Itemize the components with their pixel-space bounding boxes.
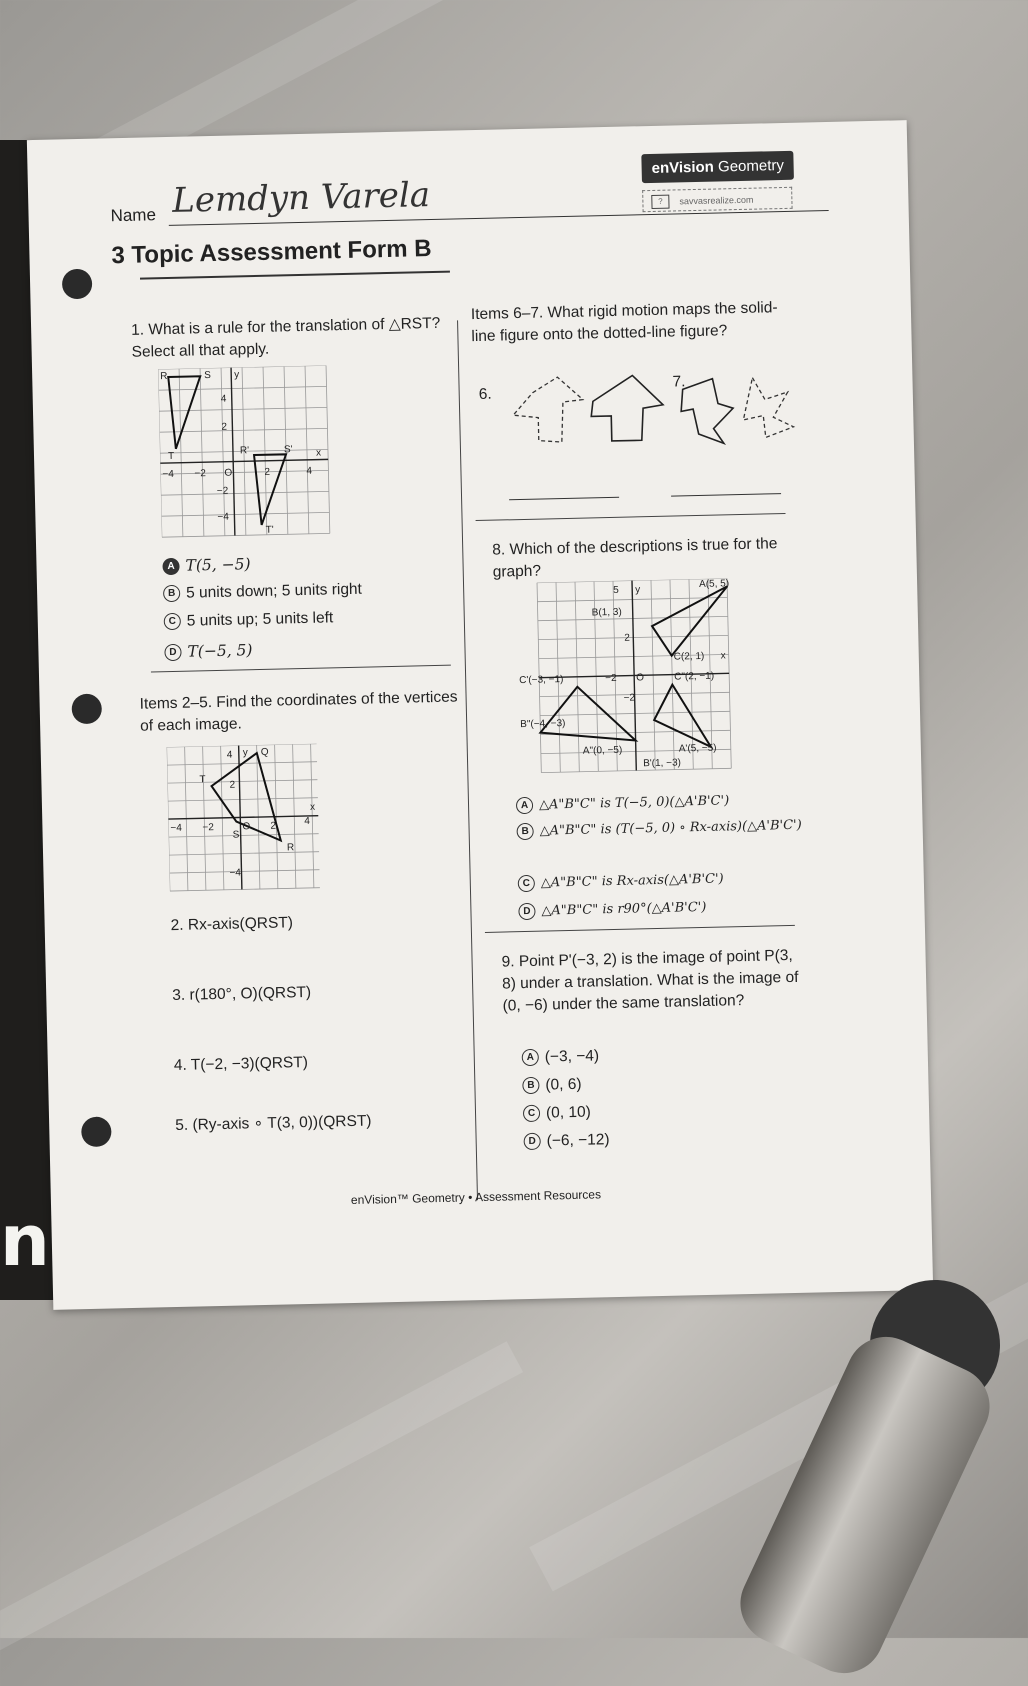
q9-option-a[interactable]	[522, 1047, 600, 1067]
option-text: (−6, −12)	[546, 1131, 610, 1150]
option-text: 5 units down; 5 units right	[185, 580, 363, 602]
brand-name: enVision	[651, 158, 715, 177]
option-letter: C	[164, 613, 181, 630]
graph-label: 4	[220, 393, 227, 405]
item-6-solid-figure	[590, 375, 663, 442]
graph-label: C(2, 1)	[673, 650, 705, 663]
option-text: (0, 6)	[545, 1075, 582, 1094]
graph-label: −4	[170, 822, 183, 835]
graph-label: C"(2, −1)	[674, 670, 715, 683]
question-2: 2. Rx-axis(QRST)	[170, 914, 294, 935]
binder-hole	[81, 1116, 112, 1147]
q1-option-c[interactable]	[164, 609, 334, 631]
section-rule	[151, 665, 451, 673]
question-3: 3. r(180°, O)(QRST)	[172, 983, 312, 1005]
graph-label: 5	[613, 584, 619, 596]
option-text: (0, 10)	[545, 1103, 592, 1122]
graph-label: O	[636, 672, 645, 684]
item-6-dotted-figure	[512, 377, 583, 444]
question-8-prompt: 8. Which of the descriptions is true for the graph?	[492, 535, 778, 581]
binder-hole	[62, 269, 93, 300]
option-text: T(−5, 5)	[187, 641, 253, 661]
brand-badge	[641, 151, 794, 183]
question-4: 4. T(−2, −3)(QRST)	[173, 1053, 309, 1075]
option-text: (−3, −4)	[544, 1047, 600, 1066]
graph-label: S	[204, 370, 212, 382]
graph-label: 2	[264, 466, 271, 478]
title-underline	[140, 271, 450, 280]
q9-option-c[interactable]	[523, 1104, 591, 1124]
graph-label: S'	[283, 444, 293, 456]
graph-label: y	[242, 747, 248, 759]
graph-label: C'(−3, −1)	[519, 674, 564, 687]
triangle-rst	[168, 376, 202, 449]
items-6-7-prompt: Items 6–7. What rigid motion maps the solid-line figure onto the dotted-line figure?	[470, 299, 778, 346]
worksheet-page	[27, 120, 933, 1310]
book-letter: n	[0, 1200, 50, 1282]
q1-graph	[158, 365, 332, 539]
graph-label: y	[234, 369, 240, 381]
option-text: △A"B"C" is r90°(△A'B'C')	[541, 899, 707, 919]
graph-label: R	[160, 371, 168, 383]
x-axis	[168, 816, 318, 819]
q9-option-b[interactable]	[522, 1076, 582, 1095]
section-rule	[476, 513, 786, 521]
binder-hole	[71, 694, 102, 725]
name-value: Lemdyn Varela	[171, 175, 431, 221]
question-5: 5. (Ry-axis ∘ T(3, 0))(QRST)	[175, 1112, 372, 1135]
graph-label: O	[242, 821, 251, 833]
graph-label: T	[199, 774, 206, 786]
item-7-answer-line[interactable]	[671, 493, 781, 496]
items-2-5-graph	[167, 743, 330, 895]
graph-label: B(1, 3)	[591, 606, 622, 619]
item-7-number: 7.	[672, 373, 686, 391]
graph-label: 2	[229, 779, 236, 791]
graph-label: S	[232, 829, 240, 841]
question-9-prompt: 9. Point P'(−3, 2) is the image of point P(3, 8) under a translation. What is the image of (0, −6) under the same translation?	[501, 946, 799, 1015]
option-letter: C	[523, 1105, 540, 1122]
graph-label: −2	[216, 485, 229, 497]
option-letter: D	[164, 644, 181, 661]
table-streak	[0, 1341, 523, 1654]
page-footer: enVision™ Geometry • Assessment Resources	[350, 1187, 602, 1208]
column-divider	[457, 320, 478, 1200]
screen-icon: ?	[651, 195, 669, 209]
graph-label: x	[315, 447, 322, 459]
option-text: △A"B"C" is T(−5, 0)(△A'B'C')	[538, 793, 730, 813]
graph-label: A'(5, −5)	[678, 742, 717, 755]
q8-option-d[interactable]	[518, 899, 706, 920]
q9-option-d[interactable]	[523, 1131, 609, 1151]
option-letter: A	[516, 797, 533, 814]
item-7-dotted-figure	[742, 377, 793, 438]
q8-option-b[interactable]	[516, 817, 801, 841]
items-2-5-prompt: Items 2–5. Find the coordinates of the vertices of each image.	[139, 688, 458, 735]
q1-option-b[interactable]	[163, 581, 362, 604]
item-7-solid-figure	[680, 378, 733, 444]
graph-label: T	[167, 450, 175, 463]
name-label: Name	[110, 205, 157, 226]
graph-label: x	[309, 801, 316, 813]
graph-label: B'(1, −3)	[643, 757, 682, 770]
option-letter: A	[522, 1049, 539, 1066]
option-letter: B	[163, 585, 180, 602]
question-1-prompt: 1. What is a rule for the translation of △RST? Select all that apply.	[130, 314, 441, 361]
graph-label: −2	[605, 672, 617, 685]
graph-label: B"(−4, −3)	[520, 718, 566, 731]
q8-graph	[517, 577, 771, 783]
option-text: △A"B"C" is (T(−5, 0) ∘ Rx-axis)(△A'B'C')	[539, 817, 802, 839]
q8-option-a[interactable]	[516, 792, 730, 814]
option-text: T(5, −5)	[185, 555, 251, 575]
graph-label: 4	[304, 815, 311, 828]
graph-label: −4	[229, 867, 242, 879]
option-letter: B	[522, 1077, 539, 1094]
graph-label: x	[720, 650, 726, 662]
graph-label: A(5, 5)	[698, 578, 730, 590]
graph-label: 2	[270, 820, 277, 832]
option-letter: A	[162, 558, 179, 575]
option-letter: D	[524, 1133, 541, 1150]
q1-option-d[interactable]	[164, 641, 252, 662]
graph-label: R	[286, 842, 295, 854]
graph-label: 2	[624, 632, 630, 644]
option-letter: D	[518, 903, 535, 920]
graph-label: −4	[162, 468, 174, 481]
graph-label: R'	[239, 445, 250, 457]
q1-option-a[interactable]	[162, 555, 250, 576]
graph-label: T'	[265, 524, 274, 536]
brand-subject: Geometry	[717, 156, 785, 176]
graph-label: −2	[202, 822, 215, 834]
graph-label: O	[224, 467, 233, 479]
pen	[727, 1324, 1002, 1686]
item-6-number: 6.	[478, 385, 492, 403]
triangle-rst-image	[254, 454, 288, 525]
graph-label: 2	[221, 421, 228, 433]
graph-label: 4	[226, 749, 233, 761]
option-letter: B	[516, 823, 533, 840]
option-letter: C	[518, 875, 535, 892]
q8-option-c[interactable]	[518, 871, 724, 893]
url-box	[642, 187, 792, 212]
graph-label: y	[635, 584, 641, 596]
graph-label: −2	[194, 468, 206, 480]
url-text: savvasrealize.com	[679, 194, 754, 207]
page-title: 3 Topic Assessment Form B	[111, 234, 432, 270]
graph-label: Q	[260, 746, 269, 758]
graph-label: −2	[623, 692, 636, 704]
graph-label: A"(0, −5)	[582, 744, 623, 757]
option-text: △A"B"C" is Rx-axis(△A'B'C')	[540, 871, 724, 891]
option-text: 5 units up; 5 units left	[186, 609, 334, 630]
graph-label: −4	[217, 511, 229, 523]
item-6-answer-line[interactable]	[509, 497, 619, 500]
items-6-7-figures	[502, 366, 834, 463]
graph-label: 4	[306, 465, 313, 477]
section-rule	[485, 925, 795, 933]
